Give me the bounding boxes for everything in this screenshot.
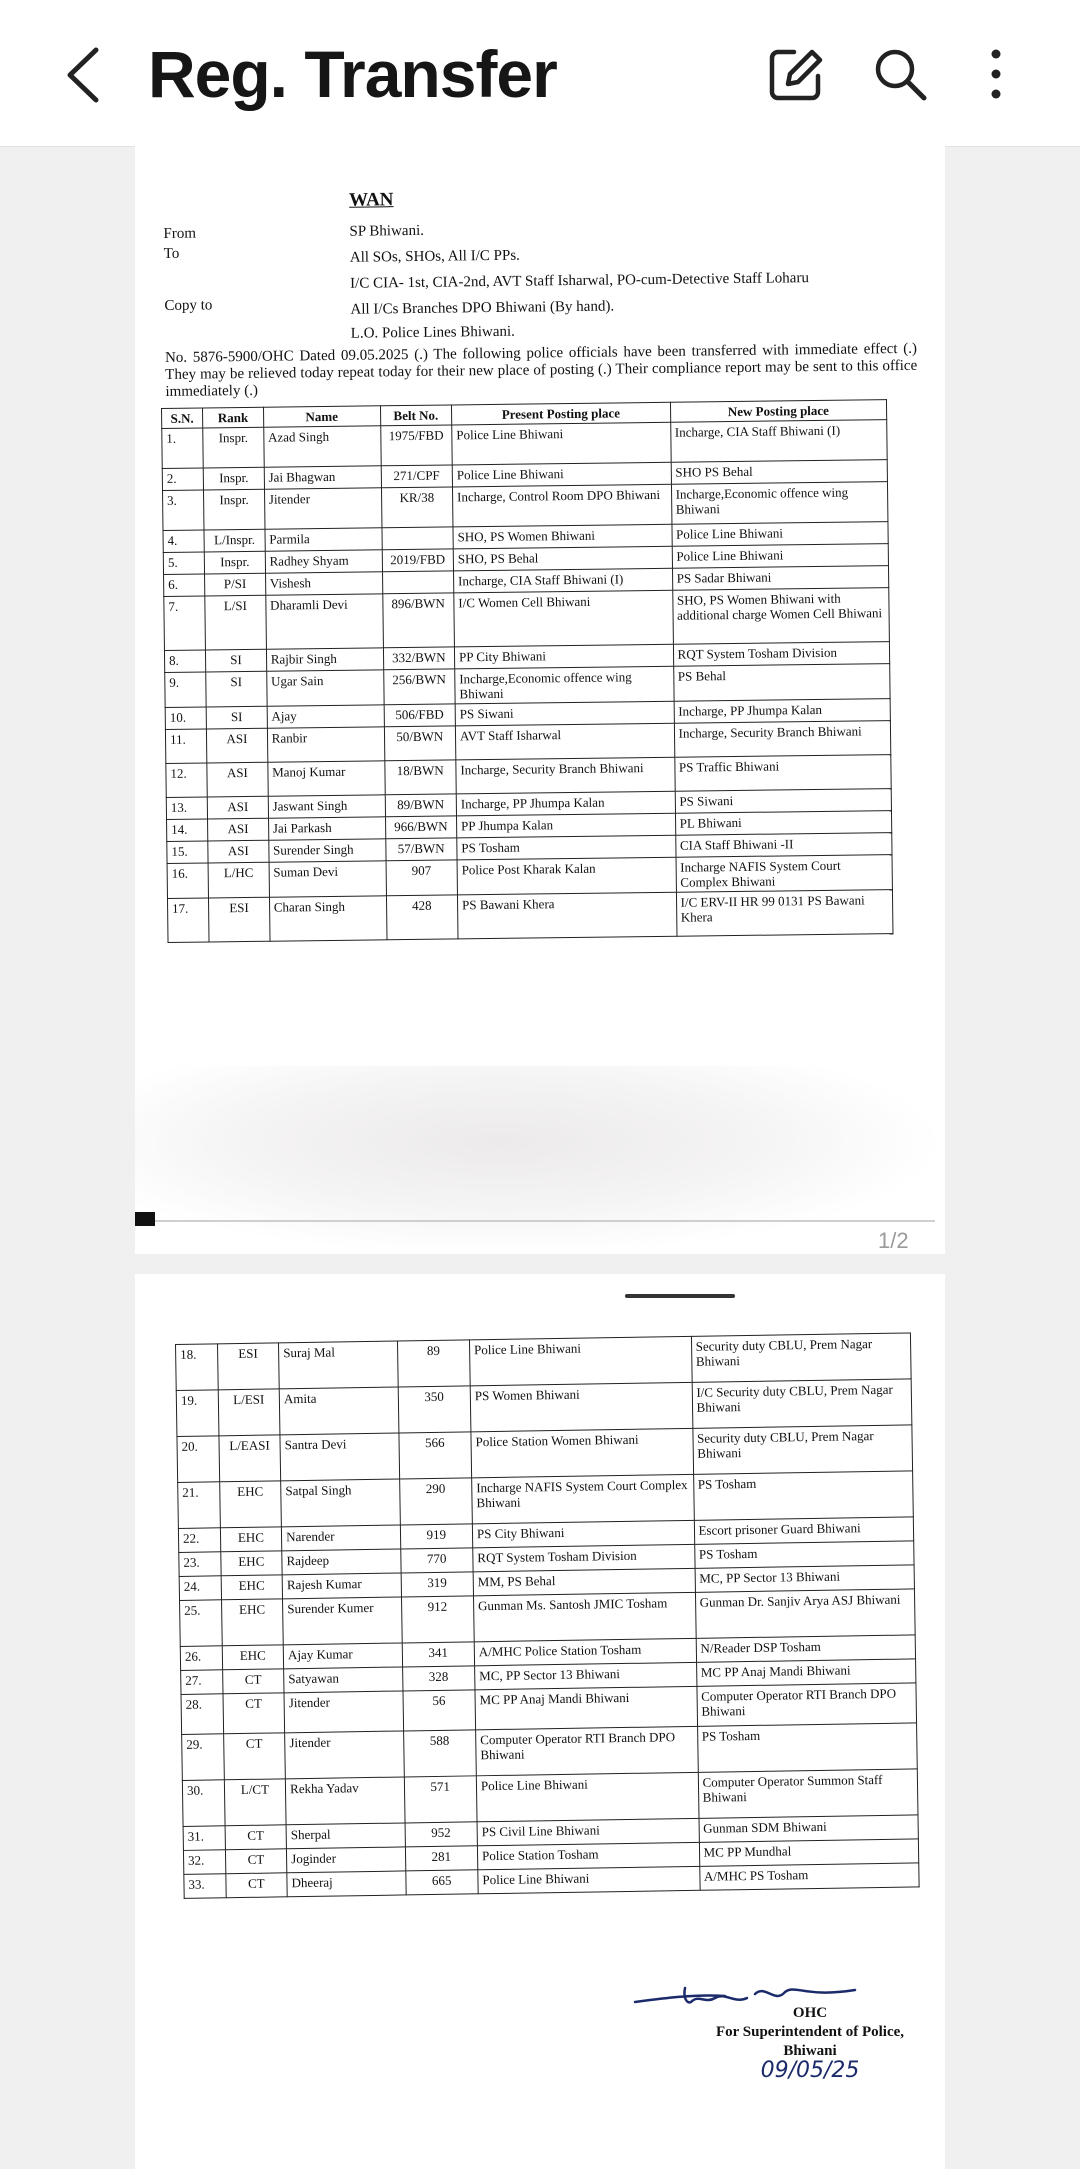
page-title: Reg. Transfer <box>148 37 557 111</box>
cell-present-posting: PP Jhumpa Kalan <box>456 813 675 838</box>
cell-sn: 12. <box>166 763 208 797</box>
scan-mark <box>625 1294 735 1298</box>
cell-present-posting: Incharge, CIA Staff Bhiwani (I) <box>453 568 672 593</box>
cell-present-posting: PS Tosham <box>457 835 676 860</box>
cell-new-posting: Gunman SDM Bhiwani <box>699 1815 919 1842</box>
cell-rank: L/CT <box>224 1779 286 1826</box>
cell-present-posting: Police Station Women Bhiwani <box>471 1428 693 1477</box>
cell-rank: Inspr. <box>203 427 264 468</box>
cell-new-posting: Security duty CBLU, Prem Nagar Bhiwani <box>691 1333 911 1382</box>
cell-present-posting: PS Women Bhiwani <box>470 1382 692 1431</box>
cell-name: Surender Singh <box>268 839 385 862</box>
cell-name: Amita <box>279 1387 398 1435</box>
cell-present-posting: Police Station Tosham <box>477 1842 699 1869</box>
cell-rank: ASI <box>207 796 268 819</box>
cell-belt: 566 <box>398 1432 471 1479</box>
cell-name: Vishesh <box>265 572 382 595</box>
cell-present-posting: Computer Operator RTI Branch DPO Bhiwani <box>476 1726 698 1775</box>
cell-new-posting: PS Tosham <box>697 1723 917 1772</box>
cell-new-posting: PS Tosham <box>694 1541 914 1568</box>
cell-present-posting: Gunman Ms. Santosh JMIC Tosham <box>473 1592 695 1641</box>
cell-sn: 33. <box>184 1874 226 1899</box>
cell-name: Rajdeep <box>282 1549 401 1575</box>
cell-belt: 341 <box>402 1642 475 1667</box>
cell-sn: 9. <box>165 672 207 707</box>
cell-rank: CT <box>225 1825 287 1850</box>
cell-name: Dharamli Devi <box>265 594 383 649</box>
cell-new-posting: PL Bhiwani <box>675 811 892 836</box>
cell-present-posting: Police Line Bhiwani <box>452 422 671 465</box>
cell-sn: 16. <box>167 863 209 898</box>
from-label: From <box>163 225 197 242</box>
cell-present-posting: Incharge, Control Room DPO Bhiwani <box>452 484 671 527</box>
cell-sn: 15. <box>167 841 208 864</box>
cell-rank: SI <box>206 671 267 707</box>
cell-name: Azad Singh <box>263 426 380 467</box>
cell-belt: 571 <box>404 1776 477 1823</box>
cell-belt: 281 <box>405 1846 478 1871</box>
cell-present-posting: Police Line Bhiwani <box>469 1336 691 1385</box>
cell-sn: 28. <box>181 1694 223 1735</box>
cell-name: Santra Devi <box>280 1433 399 1481</box>
cell-new-posting: Incharge, CIA Staff Bhiwani (I) <box>670 420 887 463</box>
cell-rank: EHC <box>219 1481 281 1528</box>
cell-belt: 271/CPF <box>381 465 453 488</box>
cell-new-posting: I/C Security duty CBLU, Prem Nagar Bhiwani <box>692 1379 912 1428</box>
cell-rank: L/ESI <box>218 1389 280 1436</box>
cell-belt: 328 <box>402 1666 475 1691</box>
cell-present-posting: PS Bawani Khera <box>457 892 676 939</box>
cell-sn: 8. <box>164 650 205 673</box>
to-label: To <box>163 245 180 262</box>
cell-sn: 4. <box>163 530 204 553</box>
cell-rank: ESI <box>209 897 270 942</box>
cell-name: Rajbir Singh <box>266 648 383 671</box>
cell-belt: 89 <box>397 1340 470 1387</box>
scan-shadow <box>135 1066 945 1254</box>
cell-rank: EHC <box>220 1527 282 1552</box>
cell-belt: 256/BWN <box>383 669 455 705</box>
cell-name: Parmila <box>265 528 382 551</box>
cell-new-posting: RQT System Tosham Division <box>673 642 890 667</box>
cell-belt <box>382 527 454 550</box>
cell-rank: ASI <box>207 762 268 797</box>
memo-text: No. 5876-5900/OHC Dated 09.05.2025 (.) The following police officials have been transferred with immediate effect (.) They may be relieved today repeat today for their new place of posting (.) Their compliance report may be sent to this office immediately (.) <box>164 340 918 400</box>
cell-sn: 11. <box>165 729 207 763</box>
cell-present-posting: RQT System Tosham Division <box>473 1544 695 1571</box>
cell-present-posting: Incharge, Security Branch Bhiwani <box>456 757 675 794</box>
cell-new-posting: A/MHC PS Tosham <box>699 1863 919 1890</box>
cell-rank: EHC <box>221 1575 283 1600</box>
cell-belt: 952 <box>405 1822 478 1847</box>
cell-name: Narender <box>281 1525 400 1551</box>
cell-belt: 665 <box>405 1870 478 1895</box>
cell-new-posting: PS Sadar Bhiwani <box>672 566 889 591</box>
header-new: New Posting place <box>670 400 887 423</box>
cell-new-posting: N/Reader DSP Tosham <box>696 1635 916 1662</box>
cell-present-posting: A/MHC Police Station Tosham <box>474 1638 696 1665</box>
cell-rank: Inspr. <box>204 489 265 530</box>
cell-new-posting: CIA Staff Bhiwani -II <box>675 833 892 858</box>
cell-new-posting: Computer Operator Summon Staff Bhiwani <box>698 1769 918 1818</box>
letter-header <box>163 183 927 400</box>
cell-rank: SI <box>206 649 267 672</box>
cell-present-posting: SHO, PS Women Bhiwani <box>453 524 672 549</box>
cell-rank: ESI <box>217 1343 279 1390</box>
cell-sn: 31. <box>183 1826 225 1851</box>
document-page-2[interactable] <box>135 1274 945 2169</box>
cell-rank: Inspr. <box>204 551 265 574</box>
page-indicator: 1/2 <box>878 1228 909 1253</box>
cell-new-posting: Incharge, PP Jhumpa Kalan <box>674 699 891 724</box>
cell-new-posting: SHO, PS Women Bhiwani with additional charge Women Cell Bhiwani <box>672 588 889 645</box>
cell-belt: 506/FBD <box>384 704 456 727</box>
cell-name: Sherpal <box>286 1823 405 1849</box>
cell-sn: 6. <box>164 574 205 597</box>
cell-rank: CT <box>222 1669 284 1694</box>
edit-button[interactable] <box>764 42 828 106</box>
scan-edge <box>135 1212 155 1226</box>
cell-name: Ajay <box>267 705 384 728</box>
cell-name: Jitender <box>264 488 381 529</box>
cell-rank: EHC <box>222 1645 284 1670</box>
cell-rank: EHC <box>221 1599 283 1646</box>
cell-rank: EHC <box>220 1551 282 1576</box>
header-name: Name <box>263 406 380 427</box>
cell-name: Jaswant Singh <box>268 795 385 818</box>
cell-present-posting: PS Siwani <box>455 701 674 726</box>
cell-new-posting: MC, PP Sector 13 Bhiwani <box>695 1565 915 1592</box>
cell-new-posting: Police Line Bhiwani <box>672 522 889 547</box>
cell-sn: 17. <box>167 898 209 942</box>
cell-present-posting: MM, PS Behal <box>473 1568 695 1595</box>
cell-present-posting: SHO, PS Behal <box>453 546 672 571</box>
cell-name: Radhey Shyam <box>265 550 382 573</box>
cell-name: Suraj Mal <box>279 1341 398 1389</box>
cell-sn: 29. <box>182 1734 224 1781</box>
cell-rank: ASI <box>208 840 269 863</box>
cell-new-posting: I/C ERV-II HR 99 0131 PS Bawani Khera <box>676 890 893 937</box>
cell-belt: 290 <box>399 1478 472 1525</box>
cell-name: Ugar Sain <box>266 670 383 706</box>
cell-present-posting: Police Post Kharak Kalan <box>457 857 676 895</box>
back-button[interactable] <box>56 40 116 110</box>
cell-new-posting: PS Tosham <box>693 1471 913 1520</box>
cell-name: Joginder <box>287 1847 406 1873</box>
copy-line: All I/Cs Branches DPO Bhiwani (By hand). <box>350 298 615 318</box>
cell-name: Suman Devi <box>269 861 386 897</box>
cell-belt: 57/BWN <box>385 838 457 861</box>
cell-new-posting: Security duty CBLU, Prem Nagar Bhiwani <box>692 1425 912 1474</box>
cell-belt: 966/BWN <box>385 816 457 839</box>
table-row <box>164 588 890 651</box>
signature-office: For Superintendent of Police, <box>715 2024 905 2040</box>
cell-belt: 319 <box>401 1572 474 1597</box>
document-heading: WAN <box>348 189 394 211</box>
cell-rank: CT <box>223 1733 285 1780</box>
cell-present-posting: Incharge, PP Jhumpa Kalan <box>456 791 675 816</box>
cell-belt: 350 <box>398 1386 471 1433</box>
to-line: All SOs, SHOs, All I/C PPs. <box>349 247 520 266</box>
cell-name: Ranbir <box>267 727 384 762</box>
cell-new-posting: Police Line Bhiwani <box>672 544 889 569</box>
cell-rank: L/EASI <box>219 1435 281 1482</box>
cell-belt: KR/38 <box>381 487 453 528</box>
cell-sn: 24. <box>179 1576 221 1601</box>
header-rank: Rank <box>203 407 264 428</box>
cell-sn: 14. <box>167 819 208 842</box>
cell-belt: 428 <box>386 895 458 940</box>
from-value: SP Bhiwani. <box>349 222 425 240</box>
cell-sn: 21. <box>178 1482 220 1529</box>
cell-present-posting: Police Line Bhiwani <box>478 1866 700 1893</box>
cell-new-posting: PS Siwani <box>675 789 892 814</box>
cell-name: Satyawan <box>284 1667 403 1693</box>
cell-rank: P/SI <box>205 573 266 596</box>
cell-name: Satpal Singh <box>281 1479 400 1527</box>
copy-label: Copy to <box>164 297 213 314</box>
cell-belt: 919 <box>400 1524 473 1549</box>
cell-belt: 50/BWN <box>384 726 456 761</box>
cell-sn: 19. <box>176 1390 218 1437</box>
cell-new-posting: SHO PS Behal <box>671 460 888 485</box>
table-row <box>167 890 892 943</box>
cell-rank: L/HC <box>208 862 269 898</box>
scan-edge-line <box>155 1220 935 1222</box>
signature-block <box>675 2004 945 2083</box>
cell-present-posting: I/C Women Cell Bhiwani <box>454 590 673 647</box>
cell-new-posting: Incharge, Security Branch Bhiwani <box>674 721 891 758</box>
transfer-table-page-2 <box>175 1332 920 1898</box>
edit-icon <box>764 42 828 106</box>
cell-rank: L/Inspr. <box>204 529 265 552</box>
cell-sn: 25. <box>180 1600 222 1647</box>
cell-belt: 896/BWN <box>382 593 454 648</box>
cell-present-posting: PS City Bhiwani <box>472 1520 694 1547</box>
signature-date: 09/05/25 <box>760 2058 860 2083</box>
cell-sn: 23. <box>179 1552 221 1577</box>
cell-sn: 10. <box>165 707 206 730</box>
cell-sn: 5. <box>163 552 204 575</box>
cell-rank: CT <box>225 1849 287 1874</box>
cell-name: Jitender <box>285 1731 404 1779</box>
cell-belt: 56 <box>403 1690 476 1731</box>
cell-name: Jai Bhagwan <box>264 466 381 489</box>
cell-sn: 20. <box>177 1436 219 1483</box>
cell-sn: 13. <box>166 797 207 820</box>
cell-sn: 18. <box>176 1344 218 1391</box>
cell-rank: CT <box>223 1693 285 1734</box>
cell-name: Jai Parkash <box>268 817 385 840</box>
more-options-button[interactable] <box>964 42 1028 106</box>
cell-name: Surender Kumer <box>283 1597 402 1645</box>
cell-present-posting: PP City Bhiwani <box>454 644 673 669</box>
copy-line: L.O. Police Lines Bhiwani. <box>350 323 515 342</box>
header-present: Present Posting place <box>451 402 670 425</box>
cell-belt: 912 <box>401 1596 474 1643</box>
cell-new-posting: Escort prisoner Guard Bhiwani <box>694 1517 914 1544</box>
header-sn: S.N. <box>162 408 203 429</box>
cell-present-posting: MC PP Anaj Mandi Bhiwani <box>475 1686 697 1729</box>
search-button[interactable] <box>868 42 932 106</box>
cell-belt: 18/BWN <box>384 760 456 795</box>
cell-new-posting: PS Behal <box>673 664 890 702</box>
cell-sn: 30. <box>182 1780 224 1827</box>
to-line: I/C CIA- 1st, CIA-2nd, AVT Staff Isharwal, PO-cum-Detective Staff Loharu <box>350 270 810 292</box>
cell-rank: SI <box>206 706 267 729</box>
cell-belt: 1975/FBD <box>380 425 452 466</box>
cell-rank: Inspr. <box>203 467 264 490</box>
cell-present-posting: Incharge NAFIS System Court Complex Bhiwani <box>472 1474 694 1523</box>
more-vert-icon <box>964 42 1028 106</box>
cell-belt: 907 <box>386 860 458 896</box>
cell-name: Charan Singh <box>269 896 386 941</box>
cell-sn: 26. <box>180 1646 222 1671</box>
cell-new-posting: PS Traffic Bhiwani <box>674 755 891 792</box>
cell-rank: CT <box>225 1873 287 1898</box>
cell-present-posting: AVT Staff Isharwal <box>455 723 674 760</box>
transfer-table-page-1 <box>161 399 893 943</box>
cell-name: Ajay Kumar <box>283 1643 402 1669</box>
cell-belt <box>382 571 454 594</box>
cell-name: Rekha Yadav <box>285 1777 404 1825</box>
cell-new-posting: Incharge NAFIS System Court Complex Bhiwani <box>676 855 893 893</box>
cell-belt: 332/BWN <box>383 647 455 670</box>
cell-name: Manoj Kumar <box>268 761 385 796</box>
cell-belt: 588 <box>403 1730 476 1777</box>
cell-sn: 3. <box>163 490 205 530</box>
cell-sn: 2. <box>162 468 203 491</box>
document-page-1[interactable] <box>135 146 945 1254</box>
signature-designation: OHC <box>792 2005 828 2021</box>
cell-rank: ASI <box>208 818 269 841</box>
app-bar <box>0 0 1080 147</box>
cell-sn: 32. <box>183 1850 225 1875</box>
cell-present-posting: Police Line Bhiwani <box>476 1772 698 1821</box>
cell-new-posting: MC PP Anaj Mandi Bhiwani <box>696 1659 916 1686</box>
cell-present-posting: Police Line Bhiwani <box>452 462 671 487</box>
cell-new-posting: Gunman Dr. Sanjiv Arya ASJ Bhiwani <box>695 1589 915 1638</box>
cell-new-posting: Incharge,Economic offence wing Bhiwani <box>671 482 888 525</box>
signature-district: Bhiwani <box>783 2043 837 2059</box>
cell-new-posting: MC PP Mundhal <box>699 1839 919 1866</box>
cell-belt: 770 <box>400 1548 473 1573</box>
back-arrow-icon <box>56 40 116 110</box>
cell-sn: 7. <box>164 596 206 650</box>
cell-rank: L/SI <box>205 595 266 650</box>
cell-rank: ASI <box>207 728 268 763</box>
cell-new-posting: Computer Operator RTI Branch DPO Bhiwani <box>696 1683 916 1726</box>
cell-sn: 22. <box>178 1528 220 1553</box>
cell-name: Rajesh Kumar <box>282 1573 401 1599</box>
cell-belt: 89/BWN <box>385 794 457 817</box>
cell-present-posting: MC, PP Sector 13 Bhiwani <box>475 1662 697 1689</box>
header-belt: Belt No. <box>380 405 452 426</box>
search-icon <box>868 42 932 106</box>
cell-present-posting: PS Civil Line Bhiwani <box>477 1818 699 1845</box>
cell-belt: 2019/FBD <box>382 549 454 572</box>
cell-present-posting: Incharge,Economic offence wing Bhiwani <box>455 666 674 704</box>
cell-name: Dheeraj <box>287 1871 406 1897</box>
cell-sn: 27. <box>181 1670 223 1695</box>
cell-sn: 1. <box>162 428 204 468</box>
cell-name: Jitender <box>284 1691 403 1733</box>
